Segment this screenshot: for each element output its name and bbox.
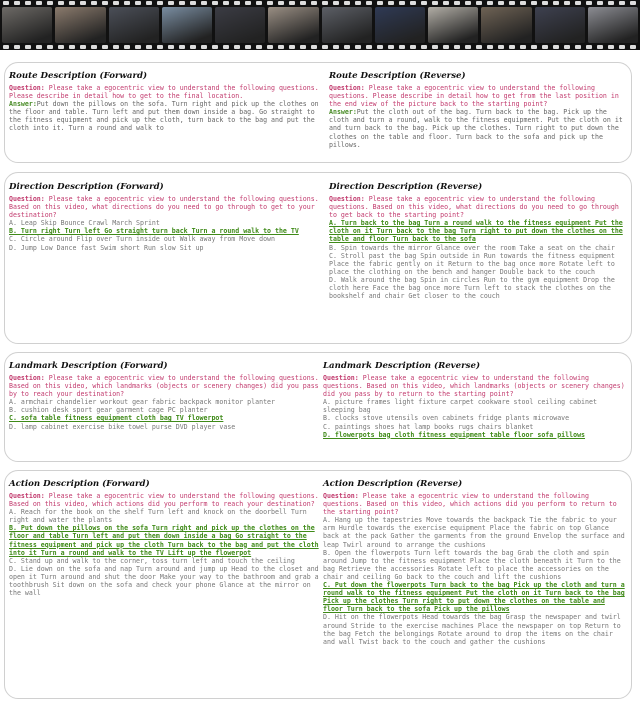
film-hole — [80, 1, 86, 5]
film-hole — [410, 45, 416, 49]
video-frame-thumbnail — [535, 7, 585, 43]
action-forward-title: Action Description (Forward) — [9, 479, 150, 489]
film-hole — [564, 45, 570, 49]
film-hole — [553, 1, 559, 5]
film-hole — [190, 1, 196, 5]
film-hole — [542, 1, 548, 5]
film-hole — [608, 1, 614, 5]
film-hole — [256, 1, 262, 5]
landmark-description-panel — [4, 352, 632, 462]
landmark-forward-title: Landmark Description (Forward) — [9, 361, 168, 371]
film-hole — [586, 1, 592, 5]
film-hole — [58, 45, 64, 49]
film-hole — [267, 1, 273, 5]
direction-reverse — [329, 182, 627, 300]
film-hole — [344, 45, 350, 49]
answer-option: D. lamp cabinet exercise bike towel purse DVD player vase — [9, 422, 236, 431]
film-hole — [135, 45, 141, 49]
film-hole — [245, 1, 251, 5]
landmark-reverse-question: Question: Please take a egocentric view to understand the following questions. Based on this video, which landmarks (objects or scenery changes) did you pass by to return to the starting point? — [323, 374, 625, 399]
film-hole — [322, 45, 328, 49]
film-hole — [443, 45, 449, 49]
film-hole — [168, 45, 174, 49]
film-hole — [102, 45, 108, 49]
film-hole — [575, 1, 581, 5]
answer-option: D. Lie down on the sofa and nap Turn around and jump up Head to the closet and open it Turn around and shut the door Make your way to the bathroom and grab a toothbrush Sit down on the sofa and check your phone Glance at the mirror on the wall — [9, 564, 319, 598]
film-hole — [597, 45, 603, 49]
video-frame-thumbnail — [322, 7, 372, 43]
answer-option: D. Walk around the bag Spin in circles Run to the gym equipment Drop the cloth here Face the bag once more Turn left to stack the clothes on the bookshelf and chair Get closer to the couch — [329, 275, 615, 301]
direction-reverse-title: Direction Description (Reverse) — [329, 182, 483, 192]
film-hole — [586, 45, 592, 49]
film-hole — [454, 1, 460, 5]
film-hole — [322, 1, 328, 5]
film-hole — [69, 1, 75, 5]
film-hole — [410, 1, 416, 5]
film-hole — [465, 45, 471, 49]
route-forward-title: Route Description (Forward) — [9, 71, 148, 81]
film-hole — [377, 45, 383, 49]
film-hole — [256, 45, 262, 49]
answer-option: A. Reach for the book on the shelf Turn left and knock on the doorbell Turn right and water the plants — [9, 508, 307, 525]
film-hole — [421, 45, 427, 49]
video-frame-thumbnail — [428, 7, 478, 43]
correct-option: C. sofa table fitness equipment cloth bag TV flowerpot — [9, 414, 224, 423]
landmark-reverse-title: Landmark Description (Reverse) — [323, 361, 481, 371]
film-hole — [69, 45, 75, 49]
film-hole — [223, 45, 229, 49]
answer-option: A. picture frames light fixture carpet cookware stool ceiling cabinet sleeping bag — [323, 398, 597, 415]
film-hole — [113, 1, 119, 5]
film-hole — [168, 1, 174, 5]
film-hole — [36, 45, 42, 49]
film-hole — [278, 45, 284, 49]
route-reverse-answer: Answer:Put the cloth out of the bag. Turn back to the bag. Pick up the cloth and turn a round, walk to the fitness equipment. Put the cloth on it and turn back to the bag. Pick up the clothes. Turn right to put down the clothes on the table and floor. Turn back to the sofa and pick up the pillows. — [329, 108, 623, 149]
film-hole — [300, 1, 306, 5]
direction-reverse-question: Question: Please take a egocentric view to understand the following questions. Based on this video, what directions do you need to go through to get back to the starting point? — [329, 195, 619, 220]
film-hole — [47, 45, 53, 49]
film-hole — [146, 1, 152, 5]
answer-option: C. Stroll past the bag Spin outside in Run towards the fitness equipment Place the fabric gently on it Return to the bag once more Rotate left to place the clothing on the bench and hanger Double back to the couch — [329, 251, 615, 276]
direction-forward — [9, 182, 327, 252]
film-hole — [520, 1, 526, 5]
film-hole — [311, 1, 317, 5]
film-hole — [14, 45, 20, 49]
film-hole — [355, 1, 361, 5]
video-frame-thumbnail — [481, 7, 531, 43]
film-hole — [355, 45, 361, 49]
film-hole — [553, 45, 559, 49]
film-hole — [432, 45, 438, 49]
landmark-forward-question: Question: Please take a egocentric view to understand the following questions. Based on this video, which landmarks (objects or scenery changes) did you pass by to reach your destination? — [9, 374, 319, 399]
direction-forward-options — [9, 219, 327, 251]
correct-option: C. Put down the flowerpots Turn back to the bag Pick up the cloth and turn a round walk to the fitness equipment Put the cloth on it Turn back to the bag Pick up the clothes Turn right to put down the clothes on the table and floor Turn back to the sofa Pick up the pillows — [323, 581, 625, 614]
answer-option: B. Open the flowerpots Turn left towards the bag Grab the cloth and spin around Jump to the fitness equipment Place the cloth beneath it Turn to the bag Retrieve the accessories Rotate left to place the accessories on the chair and ceiling Go back to the couch and lift the cushions — [323, 548, 621, 581]
film-hole — [25, 45, 31, 49]
video-frame-thumbnail — [2, 7, 52, 43]
film-hole — [190, 45, 196, 49]
film-hole — [146, 45, 152, 49]
action-reverse — [323, 479, 627, 646]
film-hole — [333, 1, 339, 5]
video-frame-thumbnail — [215, 7, 265, 43]
action-reverse-options — [323, 516, 627, 646]
film-hole — [157, 1, 163, 5]
video-frame-thumbnail — [109, 7, 159, 43]
film-hole — [509, 45, 515, 49]
film-hole — [179, 1, 185, 5]
film-hole — [311, 45, 317, 49]
film-hole — [113, 45, 119, 49]
video-frame-thumbnail — [55, 7, 105, 43]
video-frame-thumbnail — [375, 7, 425, 43]
film-hole — [300, 45, 306, 49]
film-hole — [289, 45, 295, 49]
film-hole — [377, 1, 383, 5]
film-hole — [234, 45, 240, 49]
answer-option: B. Spin towards the mirror Glance over the room Take a seat on the chair — [329, 243, 615, 252]
direction-reverse-options — [329, 219, 627, 300]
film-hole — [575, 45, 581, 49]
film-hole — [157, 45, 163, 49]
route-forward-answer: Answer:Put down the pillows on the sofa. Turn right and pick up the clothes on the floor and table. Turn left and put them down inside a bag. Go straight to the fitness equipment and pick up the cloth, turn back to the bag and put the cloth into it. Turn a round and walk to — [9, 100, 319, 133]
action-reverse-question: Question: Please take a egocentric view to understand the following questions. Based on this video, which actions did you perform to return to the starting point? — [323, 492, 617, 517]
direction-forward-question: Question: Please take a egocentric view to understand the following questions. Based on this video, what directions do you need to go through to get to your destination? — [9, 195, 319, 220]
film-hole — [399, 45, 405, 49]
film-hole — [212, 45, 218, 49]
film-hole — [564, 1, 570, 5]
film-hole — [124, 45, 130, 49]
film-hole — [509, 1, 515, 5]
answer-option: D. Jump Low Dance fast Swim short Run slow Sit up — [9, 243, 204, 252]
film-perforations-bottom — [0, 44, 640, 50]
film-hole — [465, 1, 471, 5]
film-hole — [3, 45, 9, 49]
correct-option: A. Turn back to the bag Turn a round walk to the fitness equipment Put the cloth on it Turn back to the bag Turn right to put down the clothes on the table and floor Turn back to the sofa — [329, 219, 623, 244]
video-frame-strip — [0, 0, 640, 50]
film-hole — [454, 45, 460, 49]
video-frame-thumbnail — [588, 7, 638, 43]
answer-option: B. cushion desk sport gear garment cage PC planter — [9, 406, 208, 415]
answer-option: C. Circle around Flip over Turn inside out Walk away from Move down — [9, 235, 275, 244]
answer-option: B. clocks stove utensils oven cabinets fridge plants microwave — [323, 414, 570, 423]
answer-option: A. Leap Skip Bounce Crawl March Sprint — [9, 219, 160, 228]
film-hole — [432, 1, 438, 5]
film-hole — [531, 1, 537, 5]
film-hole — [135, 1, 141, 5]
direction-forward-title: Direction Description (Forward) — [9, 182, 164, 192]
film-hole — [476, 45, 482, 49]
film-hole — [333, 45, 339, 49]
film-hole — [25, 1, 31, 5]
answer-option: A. Hang up the tapestries Move towards the backpack Tie the fabric to your arm Hurdle towards the exercise equipment Place the fabric on top Glance back at the pack Gather the garments from the ground Envelop the surface and leap Twirl around to arrange the cushions — [323, 516, 625, 549]
video-frame-thumbnail — [268, 7, 318, 43]
film-perforations-top — [0, 0, 640, 6]
film-hole — [91, 45, 97, 49]
film-hole — [366, 45, 372, 49]
film-hole — [366, 1, 372, 5]
film-hole — [520, 45, 526, 49]
film-hole — [487, 45, 493, 49]
film-hole — [487, 1, 493, 5]
correct-option: B. Put down the pillows on the sofa Turn right and pick up the clothes on the floor and table Turn left and put them down inside a bag Go straight to the fitness equipment and pick up the cloth Turn back to the bag and put the cloth into it Turn a round and walk to the TV Lift up the flowerpot — [9, 524, 319, 557]
film-hole — [36, 1, 42, 5]
film-hole — [179, 45, 185, 49]
film-hole — [531, 45, 537, 49]
film-hole — [542, 45, 548, 49]
film-hole — [344, 1, 350, 5]
action-description-panel — [4, 470, 632, 699]
film-hole — [58, 1, 64, 5]
film-hole — [498, 1, 504, 5]
answer-option: D. Hit on the flowerpots Head towards the bag Grasp the newspaper and twirl around Stride to the exercise machines Place the newspaper on top Return to the bag Fetch the belongings Rotate around to drop the items on the chair and wall Twist back to the couch and gather the cushions — [323, 613, 621, 646]
film-hole — [201, 45, 207, 49]
film-hole — [630, 45, 636, 49]
film-hole — [80, 45, 86, 49]
film-hole — [630, 1, 636, 5]
landmark-forward-options — [9, 398, 321, 430]
action-reverse-title: Action Description (Reverse) — [323, 479, 463, 489]
frame-row — [0, 7, 640, 43]
film-hole — [47, 1, 53, 5]
film-hole — [267, 45, 273, 49]
film-hole — [388, 1, 394, 5]
film-hole — [212, 1, 218, 5]
correct-option: B. Turn right Turn left Go straight turn back Turn a round walk to the TV — [9, 227, 299, 236]
film-hole — [498, 45, 504, 49]
action-forward-options — [9, 508, 321, 597]
film-hole — [399, 1, 405, 5]
film-hole — [421, 1, 427, 5]
film-hole — [245, 45, 251, 49]
action-forward-question: Question: Please take a egocentric view to understand the following questions. Based on this video, which actions did you perform to reach your destination? — [9, 492, 319, 509]
video-frame-thumbnail — [162, 7, 212, 43]
film-hole — [234, 1, 240, 5]
route-description-panel — [4, 62, 632, 163]
film-hole — [476, 1, 482, 5]
landmark-reverse — [323, 361, 627, 439]
film-hole — [289, 1, 295, 5]
film-hole — [388, 45, 394, 49]
route-reverse-title: Route Description (Reverse) — [329, 71, 466, 81]
film-hole — [619, 45, 625, 49]
film-hole — [608, 45, 614, 49]
answer-option: C. paintings shoes hat lamp books rugs chairs blanket — [323, 422, 534, 431]
film-hole — [278, 1, 284, 5]
landmark-reverse-options — [323, 398, 627, 438]
film-hole — [14, 1, 20, 5]
film-hole — [223, 1, 229, 5]
film-hole — [91, 1, 97, 5]
film-hole — [3, 1, 9, 5]
film-hole — [124, 1, 130, 5]
answer-option: A. armchair chandelier workout gear fabric backpack monitor planter — [9, 398, 275, 407]
film-hole — [443, 1, 449, 5]
correct-option: D. flowerpots bag cloth fitness equipment table floor sofa pillows — [323, 430, 586, 439]
film-hole — [619, 1, 625, 5]
film-hole — [201, 1, 207, 5]
route-forward-question: Question: Please take a egocentric view to understand the following questions. Please describe in detail how to get to the final location. — [9, 84, 319, 101]
route-forward — [9, 71, 327, 133]
route-reverse — [329, 71, 627, 149]
film-hole — [102, 1, 108, 5]
action-forward — [9, 479, 321, 597]
route-reverse-question: Question: Please take a egocentric view to understand the following questions. Please describe in detail how to get from the last position in the end view of the picture back to the starting point? — [329, 84, 619, 109]
film-hole — [597, 1, 603, 5]
direction-description-panel — [4, 172, 632, 344]
answer-option: C. Stand up and walk to the corner, toss turn left and touch the ceiling — [9, 556, 295, 565]
landmark-forward — [9, 361, 321, 431]
